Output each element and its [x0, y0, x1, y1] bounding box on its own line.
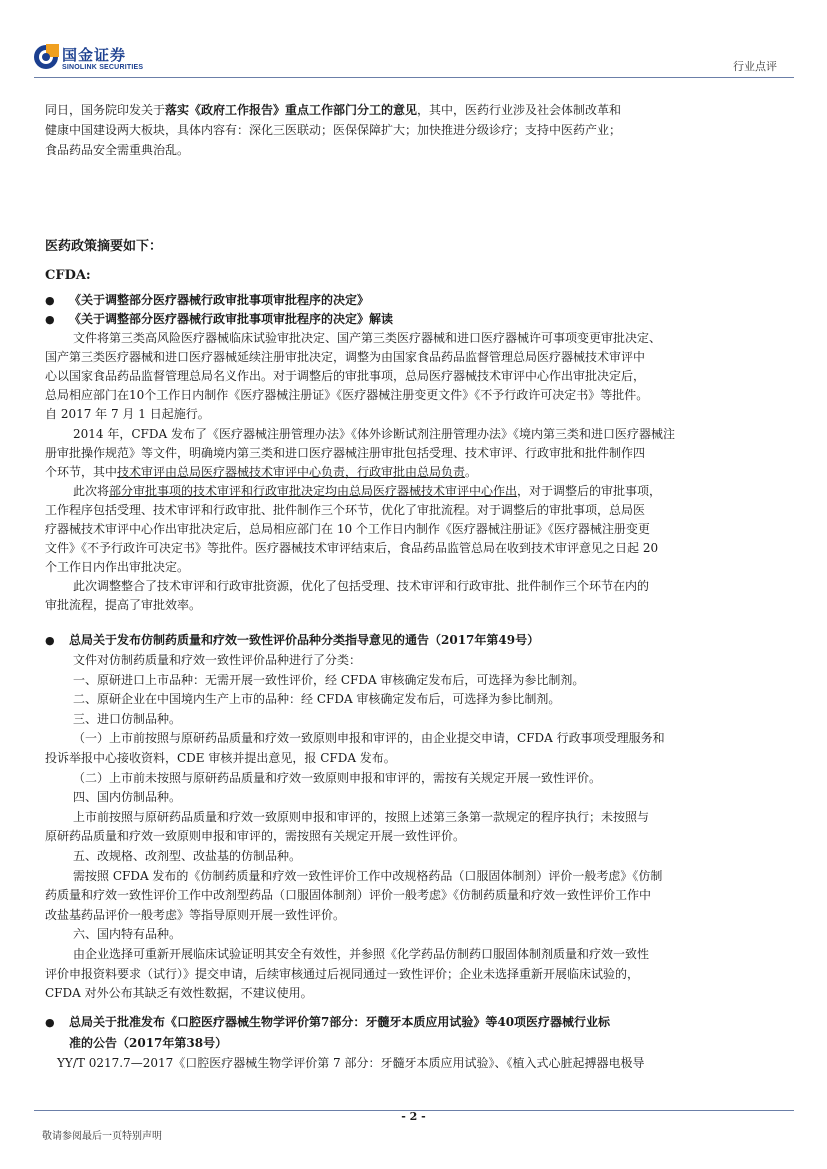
brand-name-cn: 国金证券 [62, 46, 127, 64]
sinolink-logo-icon [33, 44, 59, 70]
interpretation-paragraph-2: 2014 年，CFDA 发布了《医疗器械注册管理办法》《体外诊断试剂注册管理办法》《境内第三类和进口医疗器械注 册审批操作规范》等文件，明确境内第三类和进口医疗器械注册审批包括受理、技术审评、行政审批和批件制作四 个环节，其中技术审评由总局医疗器械技术审评中心负责，行政审批由总局负责。 [45, 427, 675, 479]
intro-paragraph: 同日，国务院印发关于落实《政府工作报告》重点工作部门分工的意见，其中，医药行业涉及社会体制改革和 健康中国建设两大板块，具体内容有：深化三医联动；医保保障扩大；加快推进分级诊疗；支持中医药产业； 食品药品安全需重典治乱。 [45, 103, 622, 157]
bullet-item: ● 总局关于发布仿制药质量和疗效一致性评价品种分类指导意见的通告（2017年第49号） [45, 633, 540, 647]
page-number: - 2 - [401, 1110, 426, 1123]
brand-name-en: SINOLINK SECURITIES [62, 64, 144, 71]
interpretation-paragraph-1: 文件将第三类高风险医疗器械临床试验审批决定、国产第三类医疗器械和进口医疗器械许可事项变更审批决定、 国产第三类医疗器械和进口医疗器械延续注册审批决定，调整为由国家食品药品监督管理总局医疗器械技术审评中 心以国家食品药品监督管理总局名义作出。对于调整后的审批事项，总局医疗器械技术审评中心作出审批决定后， 总局相应部门在10个工作日内制作《医疗器械注册证》《医疗器械注册变更文件》《不予行政许可决定书》等批件。 自 2017 年 7 月 1 日起施行。 [45, 331, 662, 421]
bullet-item: ● 总局关于批准发布《口腔医疗器械生物学评价第7部分：牙髓牙本质应用试验》等40项医疗器械行业标 准的公告（2017年第38号） [45, 1015, 611, 1050]
classification-paragraph: 文件对仿制药质量和疗效一致性评价品种进行了分类： 一、原研进口上市品种：无需开展一致性评价，经 CFDA 审核确定发布后，可选择为参比制剂。 二、原研企业在中国境内生产上市的品种：经 CFDA 审核确定发布后，可选择为参比制剂。 三、进口仿制品种。 （一）上市前按照与原研药品质量和疗效一致原则申报和审评的，由企业提交申请，CFDA 行政事项受理服务和 投诉举报中心接收资料，CDE 审核并提出意见，报 CFDA 发布。 （二）上市前未按照与原研药品质量和疗效一致原则申报和审评的，需按有关规定开展一致性评价。 四、国内仿制品种。 上市前按照与原研药品质量和疗效一致原则申报和审评的，按照上述第三条第一款规定的程序执行；未按照与 原研药品质量和疗效一致原则申报和审评的，需按照有关规定开展一致性评价。 五、改规格、改剂型、改盐基的仿制品种。 需按照 CFDA 发布的《仿制药质量和疗效一致性评价工作中改规格药品（口服固体制剂）评价一般考虑》《仿制 药质量和疗效一致性评价工作中改剂型药品（口服固体制剂）评价一般考虑》《仿制药质量和疗效一致性评价工作中 改盐基药品评价一般考虑》等指导原则开展一致性评价。 六、国内特有品种。 由企业选择可重新开展临床试验证明其安全有效性，并参照《化学药品仿制药口服固体制剂质量和疗效一致性 评价申报资料要求（试行）》提交申请，后续审核通过后视同通过一致性评价；企业未选择重新开展临床试验的， CFDA 对外公布其缺乏有效性数据，不建议使用。 [45, 653, 665, 1001]
summary-title: 医药政策摘要如下： [45, 239, 163, 254]
interpretation-paragraph-4: 此次调整整合了技术审评和行政审批资源，优化了包括受理、技术审评和行政审批、批件制作三个环节在内的 审批流程，提高了审批效率。 [45, 579, 650, 612]
report-type-label: 行业点评 [733, 60, 777, 73]
standard-paragraph: YY/T 0217.7—2017《口腔医疗器械生物学评价第 7 部分：牙髓牙本质应用试验》、《植入式心脏起搏器电极导 [57, 1056, 645, 1070]
bullet-item: ● 《关于调整部分医疗器械行政审批事项审批程序的决定》 [45, 293, 370, 307]
interpretation-paragraph-3: 此次将部分审批事项的技术审评和行政审批决定均由总局医疗器械技术审评中心作出，对于调整后的审批事项， 工作程序包括受理、技术审评和行政审批、批件制作三个环节，优化了审批流程。对于调整后的审批事项，总局医 疗器械技术审评中心作出审批决定后，总局相应部门在 10 个工作日内制作《医疗器械注册证》《医疗器械注册变更 文件》《不予行政许可决定书》等批件。医疗器械技术审评结束后，食品药品监管总局在收到技术审评意见之日起 20 个工作日内作出审批决定。 [45, 484, 662, 574]
header-divider [34, 77, 794, 78]
disclaimer-note: 敬请参阅最后一页特别声明 [42, 1131, 162, 1142]
cfda-label: CFDA: [45, 268, 91, 283]
bullet-item: ● 《关于调整部分医疗器械行政审批事项审批程序的决定》解读 [45, 312, 394, 326]
